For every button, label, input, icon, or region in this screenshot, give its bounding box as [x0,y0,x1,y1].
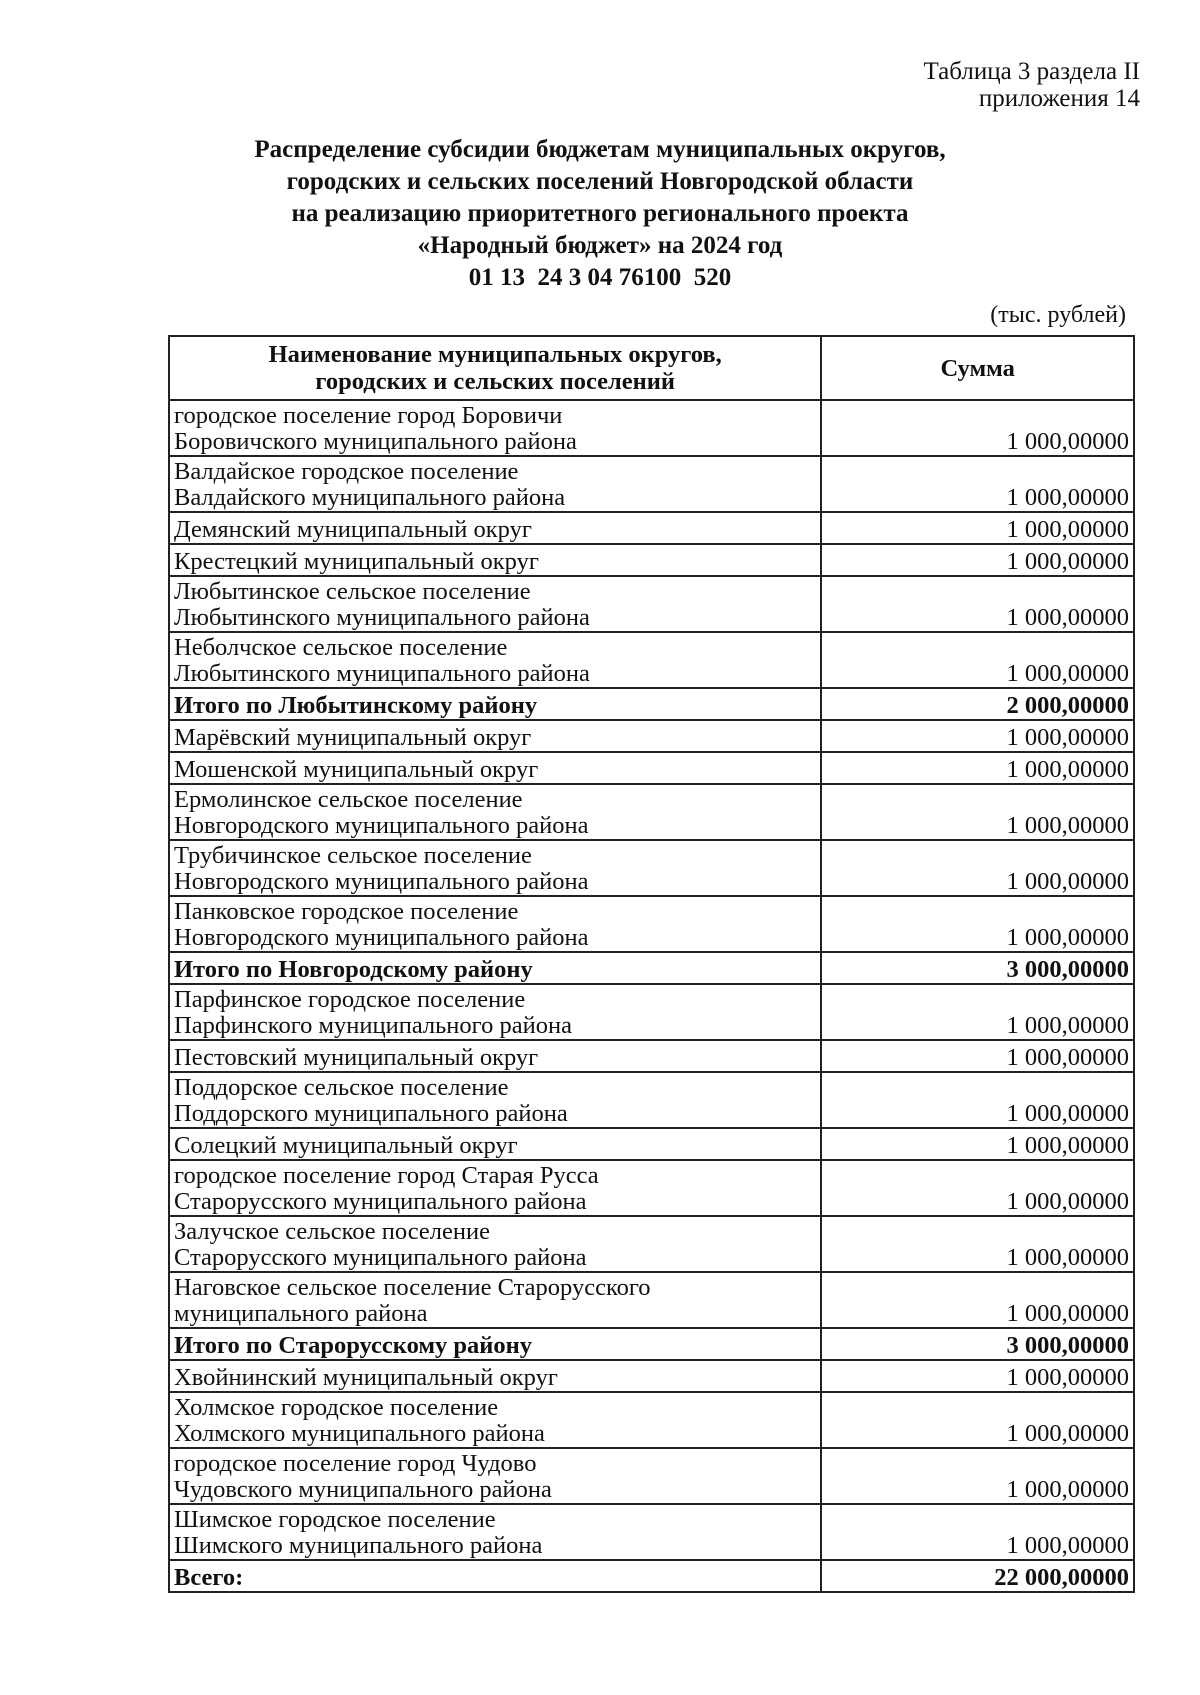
amount-cell: 1 000,00000 [821,1448,1134,1504]
name-line: Любытинское сельское поселение [174,578,531,605]
municipality-name [169,1504,821,1560]
name-line: Любытинского муниципального района [174,604,590,631]
table-row [169,720,1134,752]
amount-cell: 1 000,00000 [821,544,1134,576]
table-row [169,1072,1134,1128]
amount-cell: 1 000,00000 [821,632,1134,688]
document-title [160,134,1040,294]
amount-cell: 1 000,00000 [821,1392,1134,1448]
municipality-name [169,456,821,512]
table-row [169,752,1134,784]
name-line: Неболчское сельское поселение [174,634,508,661]
units-label: (тыс. рублей) [990,302,1126,328]
title-line: на реализацию приоритетного регионального проекта [291,200,909,227]
budget-code: 01 13 24 3 04 76100 520 [468,264,732,291]
municipality-name: Хвойнинский муниципальный округ [169,1360,821,1392]
subtotal-amount: 2 000,00000 [821,688,1134,720]
name-line: Поддорское сельское поселение [174,1074,509,1101]
subtotal-label: Итого по Старорусскому району [169,1328,821,1360]
name-line: Парфинское городское поселение [174,986,526,1013]
municipality-name [169,1072,821,1128]
amount-cell: 1 000,00000 [821,400,1134,456]
table-row [169,1128,1134,1160]
amount-cell: 1 000,00000 [821,512,1134,544]
municipality-name: Пестовский муниципальный округ [169,1040,821,1072]
municipality-name [169,896,821,952]
table-row [169,784,1134,840]
municipality-name [169,1160,821,1216]
title-line: «Народный бюджет» на 2024 год [417,232,783,259]
municipality-name: Демянский муниципальный округ [169,512,821,544]
table-row [169,1360,1134,1392]
table-row [169,1448,1134,1504]
table-row [169,1272,1134,1328]
subtotal-label: Итого по Любытинскому району [169,688,821,720]
municipality-name [169,1272,821,1328]
reference-line: приложения 14 [978,85,1140,112]
name-line: Поддорского муниципального района [174,1100,568,1127]
municipality-name: Марёвский муниципальный округ [169,720,821,752]
table-row [169,400,1134,456]
name-line: Валдайского муниципального района [174,484,566,511]
municipality-name: Мошенской муниципальный округ [169,752,821,784]
amount-cell: 1 000,00000 [821,1072,1134,1128]
amount-cell: 1 000,00000 [821,1504,1134,1560]
table-row [169,840,1134,896]
municipality-name: Солецкий муниципальный округ [169,1128,821,1160]
name-line: городское поселение город Старая Русса [174,1162,599,1189]
amount-cell: 1 000,00000 [821,1040,1134,1072]
name-line: Ермолинское сельское поселение [174,786,523,813]
name-line: Панковское городское поселение [174,898,519,925]
amount-cell: 1 000,00000 [821,840,1134,896]
name-line: Парфинского муниципального района [174,1012,572,1039]
name-line: муниципального района [174,1300,428,1327]
municipality-name [169,400,821,456]
subtotal-amount: 3 000,00000 [821,1328,1134,1360]
title-line: городских и сельских поселений Новгородской области [286,168,914,195]
name-line: Шимское городское поселение [174,1506,496,1533]
subtotal-row [169,688,1134,720]
column-header-sum: Сумма [821,336,1134,400]
table-row [169,1392,1134,1448]
name-line: Залучское сельское поселение [174,1218,490,1245]
table-row [169,1160,1134,1216]
name-line: городское поселение город Боровичи [174,402,563,429]
name-line: Холмское городское поселение [174,1394,499,1421]
municipality-name [169,984,821,1040]
table-row [169,456,1134,512]
municipality-name [169,632,821,688]
header-line: городских и сельских поселений [315,368,676,395]
name-line: Чудовского муниципального района [174,1476,552,1503]
table-reference [924,58,1140,112]
title-line: Распределение субсидии бюджетам муниципальных округов, [254,136,946,163]
table-header-row [169,336,1134,400]
table-row [169,576,1134,632]
name-line: Новгородского муниципального района [174,868,589,895]
name-line: Любытинского муниципального района [174,660,590,687]
name-line: Наговское сельское поселение Старорусского [174,1274,651,1301]
municipality-name [169,1216,821,1272]
amount-cell: 1 000,00000 [821,1128,1134,1160]
grand-total-row [169,1560,1134,1592]
table-row [169,896,1134,952]
name-line: Трубичинское сельское поселение [174,842,532,869]
table-row [169,544,1134,576]
reference-line: Таблица 3 раздела II [923,58,1140,85]
name-line: Старорусского муниципального района [174,1244,587,1271]
amount-cell: 1 000,00000 [821,896,1134,952]
municipality-name [169,1448,821,1504]
amount-cell: 1 000,00000 [821,1272,1134,1328]
table-row [169,632,1134,688]
amount-cell: 1 000,00000 [821,984,1134,1040]
table-row [169,1504,1134,1560]
table-body [169,400,1134,1592]
amount-cell: 1 000,00000 [821,1160,1134,1216]
municipality-name [169,784,821,840]
name-line: Новгородского муниципального района [174,924,589,951]
table-row [169,984,1134,1040]
name-line: городское поселение город Чудово [174,1450,537,1477]
subsidy-table [168,335,1135,1593]
municipality-name [169,576,821,632]
table-row [169,1216,1134,1272]
amount-cell: 1 000,00000 [821,720,1134,752]
name-line: Валдайское городское поселение [174,458,519,485]
name-line: Шимского муниципального района [174,1532,543,1559]
amount-cell: 1 000,00000 [821,752,1134,784]
subtotal-label: Итого по Новгородскому району [169,952,821,984]
name-line: Боровичского муниципального района [174,428,577,455]
name-line: Старорусского муниципального района [174,1188,587,1215]
subtotal-amount: 3 000,00000 [821,952,1134,984]
municipality-name [169,1392,821,1448]
table-row [169,512,1134,544]
name-line: Новгородского муниципального района [174,812,589,839]
grand-total-amount: 22 000,00000 [821,1560,1134,1592]
municipality-name [169,840,821,896]
amount-cell: 1 000,00000 [821,784,1134,840]
amount-cell: 1 000,00000 [821,456,1134,512]
amount-cell: 1 000,00000 [821,1216,1134,1272]
header-line: Наименование муниципальных округов, [268,341,722,368]
table-row [169,1040,1134,1072]
subtotal-row [169,1328,1134,1360]
amount-cell: 1 000,00000 [821,576,1134,632]
name-line: Холмского муниципального района [174,1420,545,1447]
municipality-name: Крестецкий муниципальный округ [169,544,821,576]
amount-cell: 1 000,00000 [821,1360,1134,1392]
column-header-name [169,336,821,400]
subtotal-row [169,952,1134,984]
grand-total-label: Всего: [169,1560,821,1592]
